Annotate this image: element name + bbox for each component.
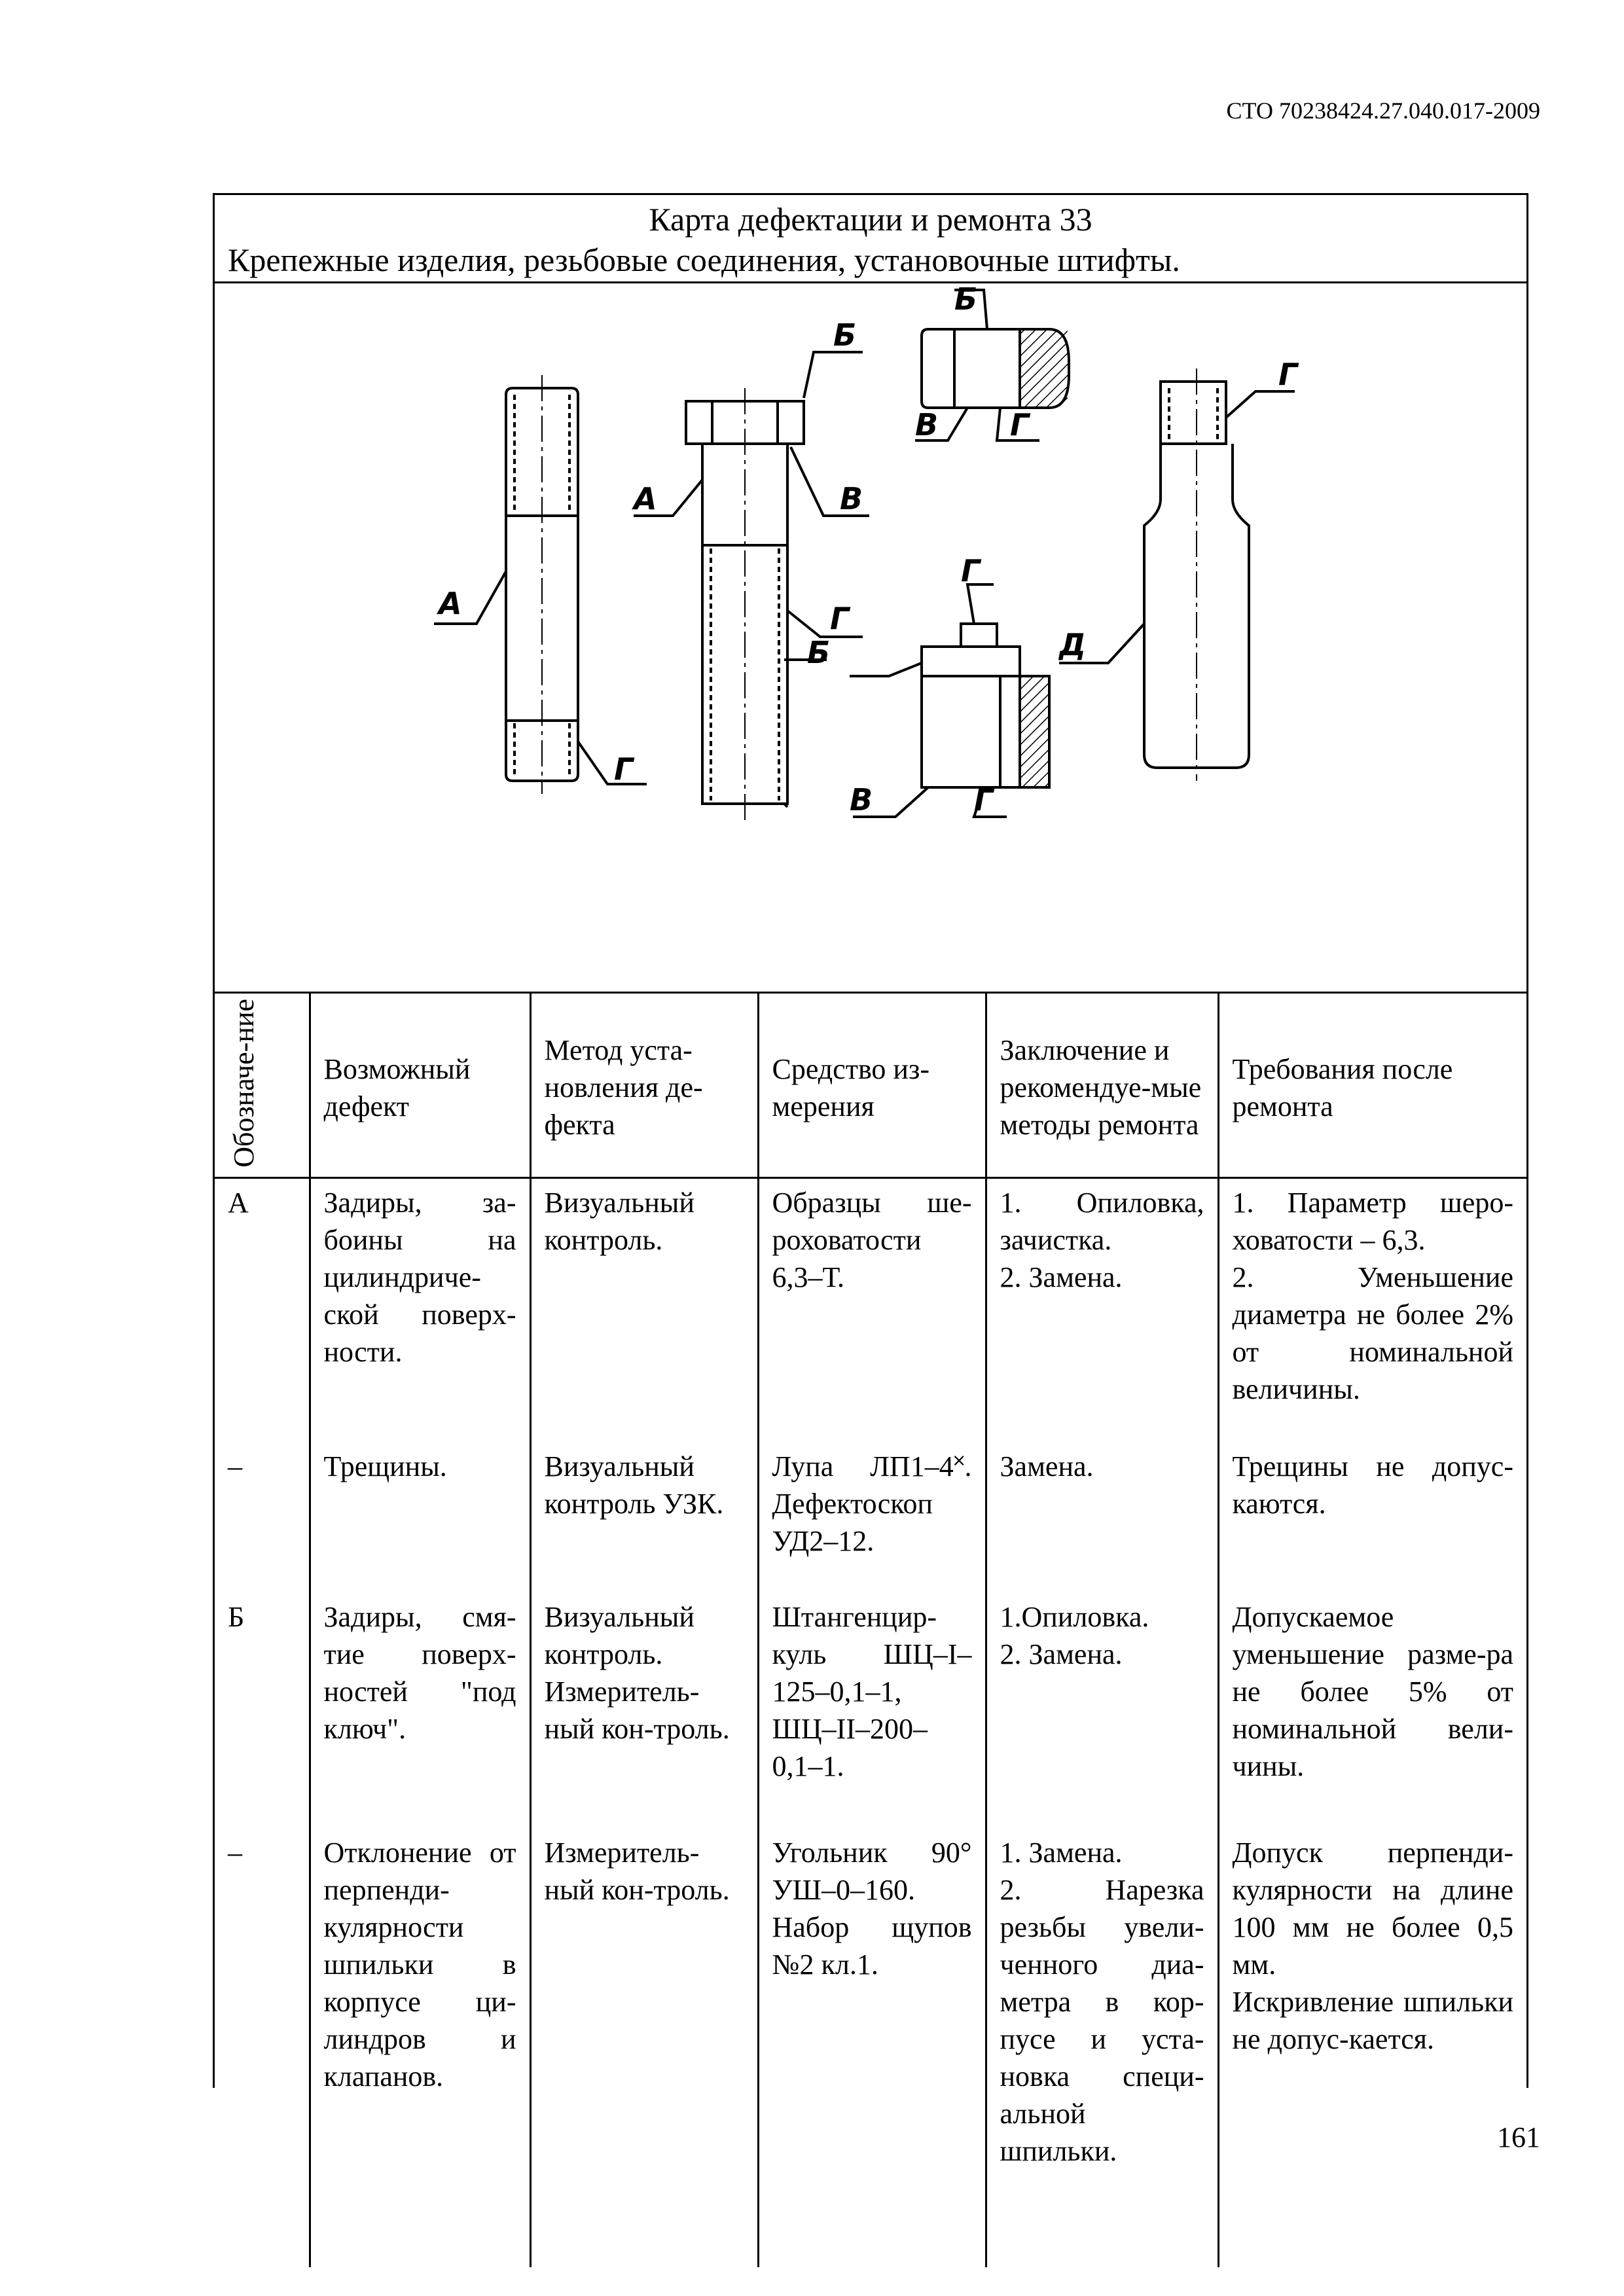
card-subtitle: Крепежные изделия, резьбовые соединения, установочные штифты. (228, 242, 1180, 278)
conclusion-line: 2. Замена. (1000, 1638, 1123, 1671)
defects-table (215, 994, 1526, 2267)
cell-tool: Штангенцир-куль ШЦ–I–125–0,1–1, ШЦ–II–200–0,1–1. (758, 1593, 986, 1829)
header-conclusion: Заключение и рекомендуе-мые методы ремонта (986, 994, 1218, 1177)
stud-drawing (434, 375, 647, 794)
header-tool: Средство из-мерения (758, 994, 986, 1177)
cell-tool: Лупа ЛП1–4˟. Дефектоскоп УД2–12. (758, 1443, 986, 1593)
figure-label-g-4: Г (961, 553, 981, 588)
nut-drawing (915, 290, 1069, 440)
conclusion-line: 1. Опиловка, зачистка. (1000, 1186, 1204, 1256)
conclusion-line: 2. Замена. (1000, 1261, 1123, 1293)
requirement-line: Трещины не допус-каются. (1232, 1450, 1513, 1520)
cell-defect: Трещины. (310, 1443, 530, 1593)
parts-drawing (215, 283, 1526, 994)
requirement-line: Искривление шпильки не допус-кается. (1232, 1986, 1513, 2056)
document-code: СТО 70238424.27.040.017-2009 (1226, 98, 1540, 124)
requirement-line: 1. Параметр шеро-ховатости – 6,3. (1232, 1186, 1513, 1256)
figure-label-v-3: В (850, 782, 873, 817)
figure-label-v-1: В (840, 481, 863, 516)
header-method: Метод уста-новления де-фекта (530, 994, 758, 1177)
figure-label-v-2: В (915, 407, 939, 442)
cell-designation: Б (215, 1593, 310, 1829)
cell-conclusion (986, 1593, 1218, 1829)
figure-label-g-6: Г (1278, 357, 1298, 392)
cell-conclusion (986, 1177, 1218, 1443)
cell-defect: Задиры, за-боины на цилиндриче-ской поверх-ности. (310, 1177, 530, 1443)
bolt-drawing (634, 352, 869, 820)
card-title-block (215, 195, 1526, 283)
page-number: 161 (1497, 2121, 1540, 2153)
table-row (215, 1177, 1526, 1443)
parts-drawing-svg (215, 283, 1526, 992)
cell-requirements (1218, 1177, 1526, 1443)
figure-label-g-5: Г (974, 782, 994, 817)
table-header-row (215, 994, 1526, 1177)
pin-drawing (1059, 368, 1295, 781)
cell-method: Измеритель-ный кон-троль. (530, 1829, 758, 2267)
cell-designation: А (215, 1177, 310, 1443)
cell-requirements (1218, 1829, 1526, 2267)
conclusion-line: 1. Замена. (1000, 1837, 1123, 1869)
figure-label-a-2: А (634, 481, 657, 516)
figure-label-d-1: Д (1059, 627, 1086, 662)
cell-designation: – (215, 1829, 310, 2267)
header-defect: Возможный дефект (310, 994, 530, 1177)
figure-label-g-1: Г (614, 751, 634, 787)
conclusion-line: Замена. (1000, 1450, 1094, 1483)
cell-tool: Образцы ше-роховатости 6,3–Т. (758, 1177, 986, 1443)
table-row (215, 1829, 1526, 2267)
cell-method: Визуальный контроль УЗК. (530, 1443, 758, 1593)
conclusion-line: 2. Нарезка резьбы увели-ченного диа-метра в кор-пусе и уста-новка специ-альной шпильки. (1000, 1874, 1204, 2168)
requirement-line: Допуск перпенди-кулярности на длине 100 мм не более 0,5 мм. (1232, 1837, 1513, 1981)
table-row (215, 1443, 1526, 1593)
cell-tool: Угольник 90° УШ–0–160. Набор щупов №2 кл.1. (758, 1829, 986, 2267)
cell-method: Визуальный контроль. (530, 1177, 758, 1443)
figure-label-g-2: Г (830, 601, 850, 636)
cell-requirements (1218, 1443, 1526, 1593)
cell-method: Визуальный контроль. Измеритель-ный кон-троль. (530, 1593, 758, 1829)
cell-conclusion (986, 1443, 1218, 1593)
cell-defect: Отклонение от перпенди-кулярности шпильки в корпусе ци-линдров и клапанов. (310, 1829, 530, 2267)
cell-conclusion (986, 1829, 1218, 2267)
figure-label-b-2: Б (807, 635, 831, 670)
requirement-line: 2. Уменьшение диаметра не более 2% от номинальной величины. (1232, 1261, 1513, 1405)
cell-designation: – (215, 1443, 310, 1593)
table-row (215, 1593, 1526, 1829)
nut-section-drawing (850, 584, 1049, 817)
figure-label-a-1: А (439, 586, 462, 621)
conclusion-line: 1.Опиловка. (1000, 1601, 1149, 1634)
figure-label-b-1: Б (833, 317, 857, 353)
card-title: Карта дефектации и ремонта 33 (649, 201, 1092, 238)
header-requirements: Требования после ремонта (1218, 994, 1526, 1177)
figure-label-g-3: Г (1010, 407, 1030, 442)
cell-requirements (1218, 1593, 1526, 1829)
requirement-line: Допускаемое уменьшение разме-ра не более 5% от номинальной вели-чины. (1232, 1601, 1513, 1783)
figure-label-b-3: Б (954, 283, 978, 317)
cell-defect: Задиры, смя-тие поверх-ностей "под ключ". (310, 1593, 530, 1829)
header-designation: Обозначе-ние (215, 994, 310, 1177)
